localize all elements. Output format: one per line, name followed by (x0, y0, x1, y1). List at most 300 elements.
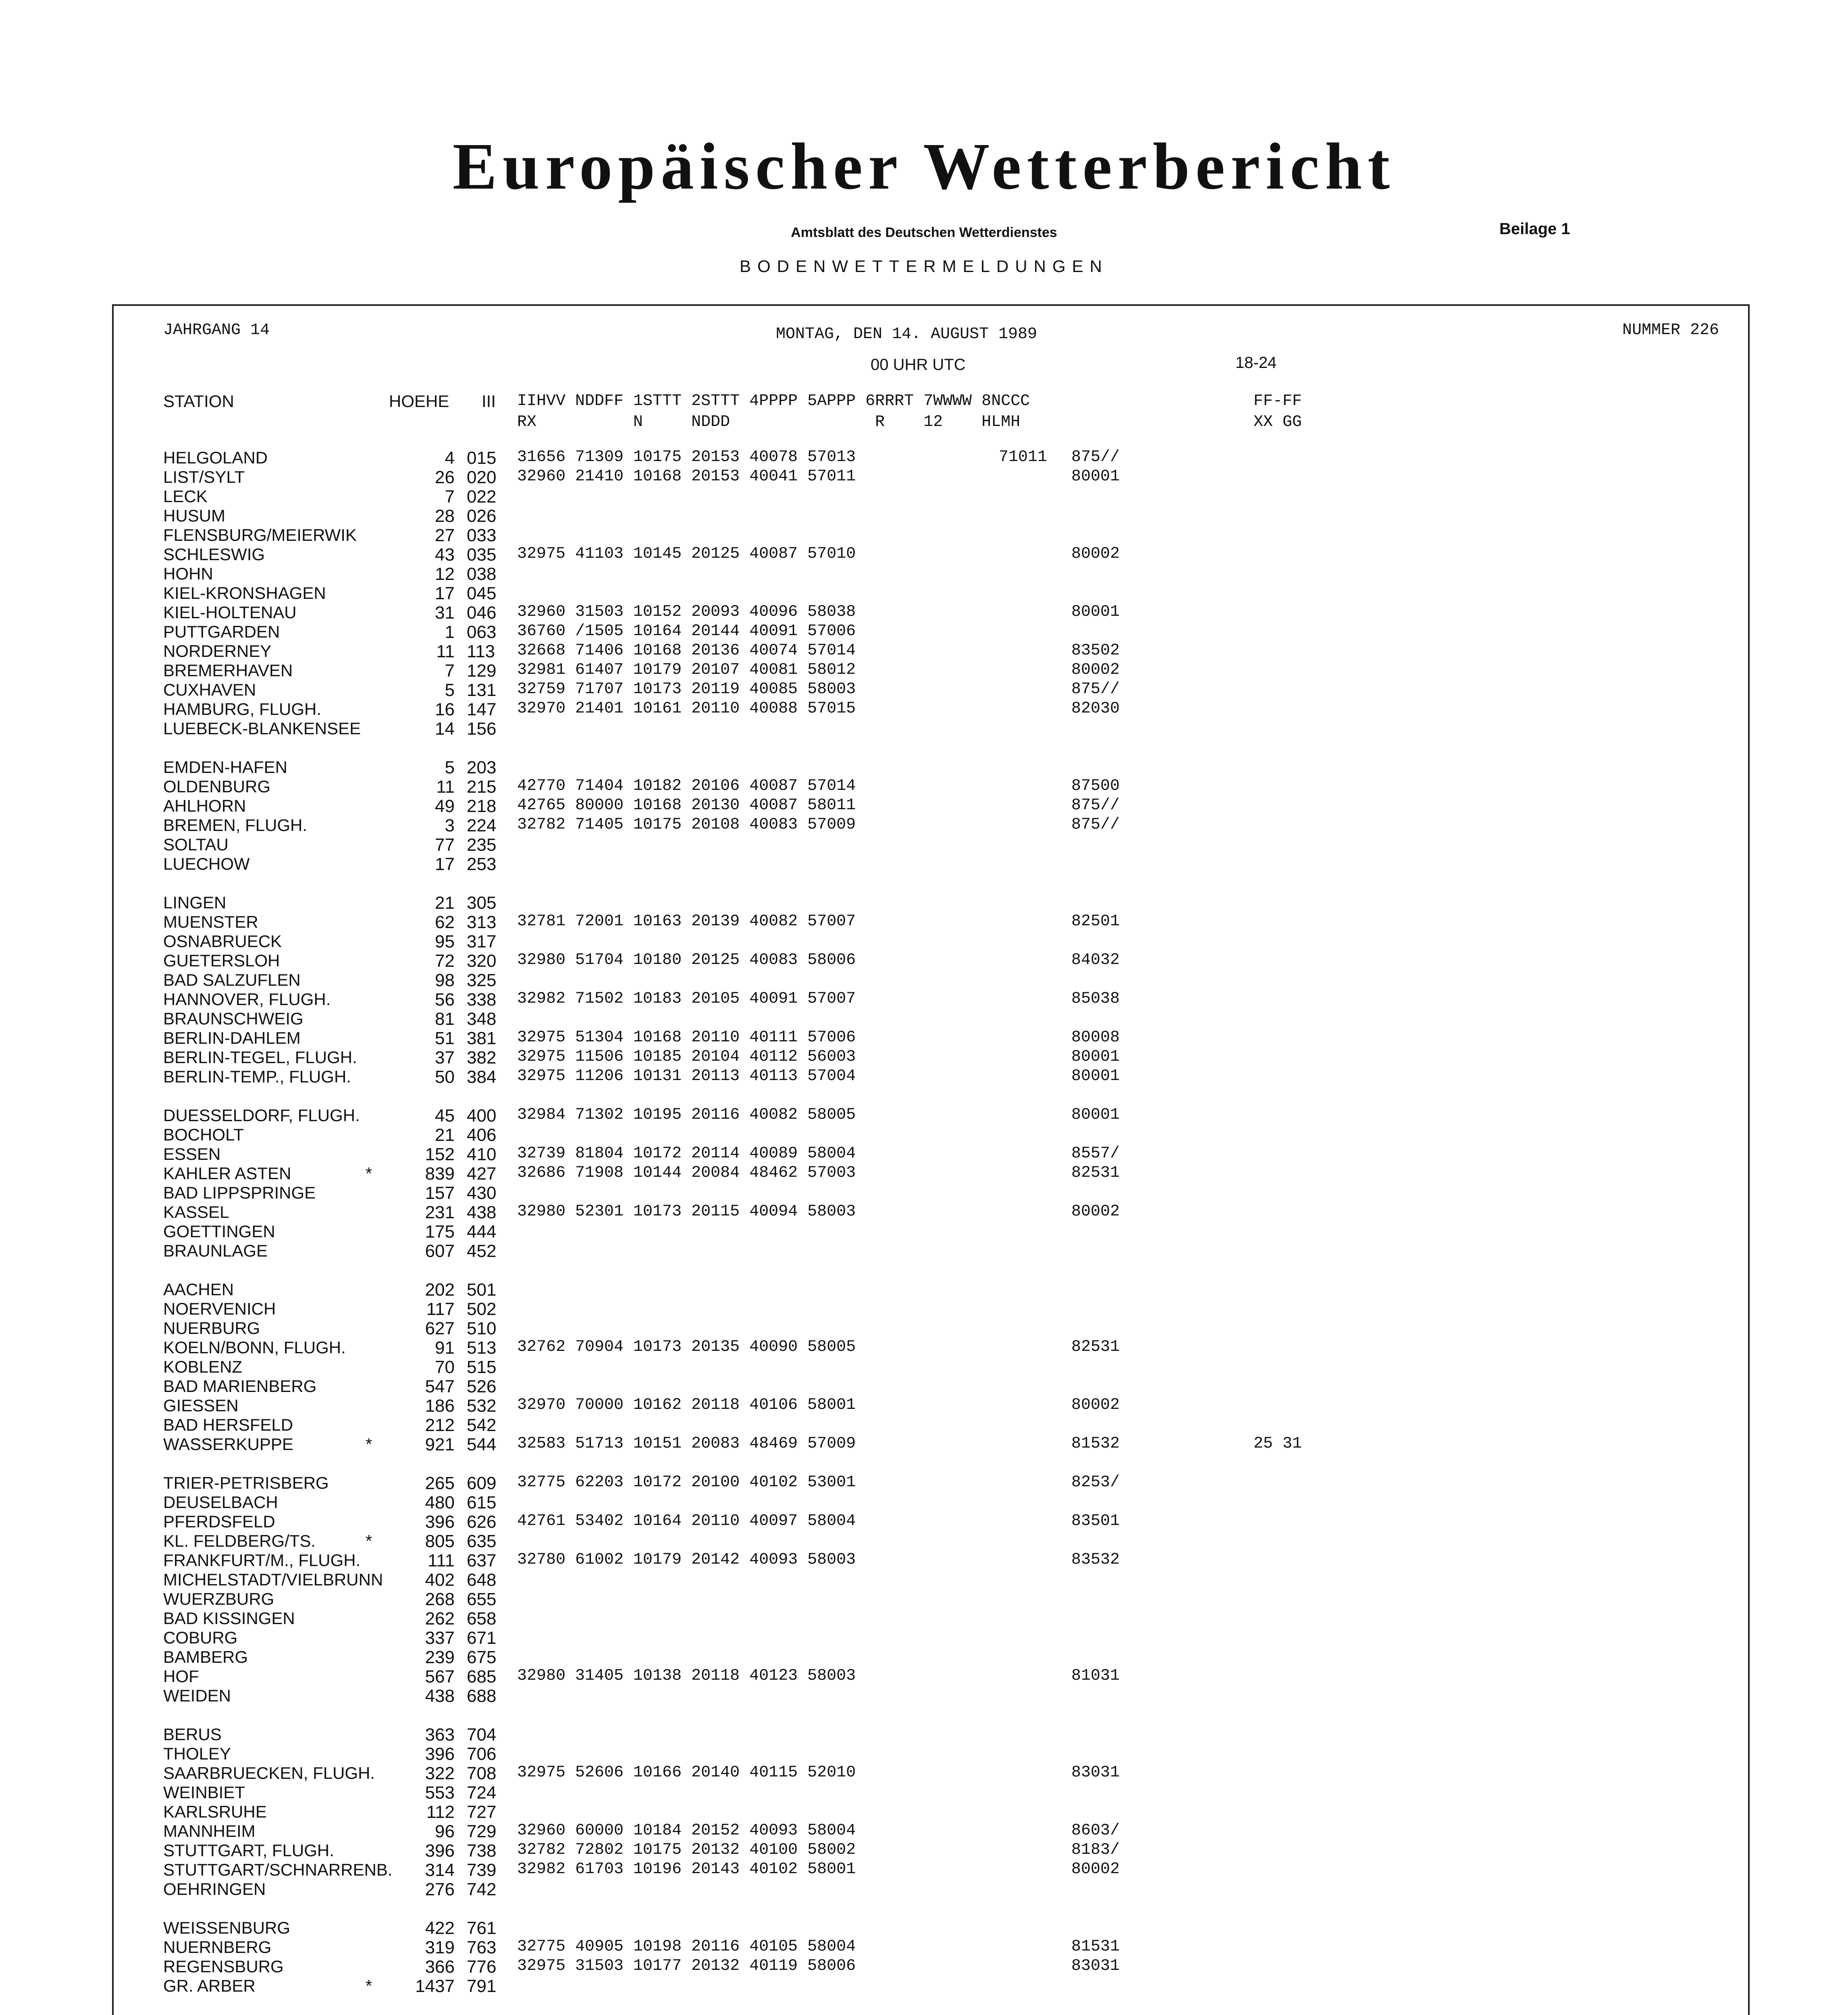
station-group8: 83532 (1071, 1551, 1120, 1569)
table-row (0, 680, 1848, 700)
station-group8: 82030 (1071, 700, 1120, 718)
station-hoehe: 322 (425, 1764, 455, 1783)
station-id: 022 (467, 487, 497, 507)
station-id: 729 (467, 1822, 497, 1841)
table-row (0, 970, 1848, 990)
station-name: BERUS (163, 1725, 222, 1744)
station-name: KIEL-HOLTENAU (163, 603, 297, 622)
station-name: NUERNBERG (163, 1938, 272, 1957)
station-hoehe: 56 (435, 990, 455, 1010)
station-hoehe: 17 (435, 854, 455, 874)
station-name: BAMBERG (163, 1647, 248, 1666)
station-id: 609 (467, 1473, 497, 1493)
station-name: FLENSBURG/MEIERWIK (163, 526, 357, 544)
table-row (0, 1203, 1848, 1222)
station-name: WASSERKUPPE (163, 1435, 293, 1454)
station-name: BOCHOLT (163, 1125, 244, 1144)
station-observation: 32970 21401 10161 20110 40088 57015 (517, 700, 856, 718)
station-name: HAMBURG, FLUGH. (163, 700, 322, 719)
station-hoehe: 21 (435, 893, 455, 913)
station-hoehe: 396 (425, 1512, 455, 1532)
station-observation: 36760 /1505 10164 20144 40091 57006 (517, 622, 856, 640)
station-observation: 32739 81804 10172 20114 40089 58004 (517, 1145, 856, 1163)
station-observation: 32980 52301 10173 20115 40094 58003 (517, 1203, 856, 1221)
bergstation-marker: * (365, 1976, 372, 1995)
station-hoehe: 17 (435, 584, 455, 603)
station-hoehe: 49 (435, 796, 455, 816)
table-row (0, 1667, 1848, 1686)
station-name: SAARBRUECKEN, FLUGH. (163, 1764, 375, 1782)
station-name: NORDERNEY (163, 642, 272, 661)
station-name: HELGOLAND (163, 448, 268, 467)
station-id: 382 (467, 1048, 497, 1068)
table-row (0, 835, 1848, 854)
station-group7: 71011 (999, 448, 1048, 466)
time-range: 18-24 (1235, 354, 1277, 372)
station-hoehe: 314 (425, 1860, 455, 1880)
station-id: 708 (467, 1764, 497, 1783)
station-hoehe: 7 (445, 487, 455, 507)
station-name: HUSUM (163, 506, 225, 525)
station-id: 215 (467, 777, 497, 797)
table-row (0, 1996, 1848, 2015)
station-name: GR. ARBER (163, 1976, 256, 1995)
station-id: 348 (467, 1009, 497, 1029)
station-hoehe: 202 (425, 1280, 455, 1300)
station-id: 761 (467, 1918, 497, 1938)
station-hoehe: 239 (425, 1647, 455, 1667)
station-table (0, 448, 1848, 2015)
station-id: 131 (467, 680, 497, 700)
station-name: BREMEN, FLUGH. (163, 816, 308, 835)
station-name: DUESSELDORF, FLUGH. (163, 1106, 360, 1125)
station-id: 438 (467, 1203, 497, 1222)
station-hoehe: 422 (425, 1918, 455, 1938)
station-hoehe: 11 (436, 777, 455, 797)
station-id: 671 (467, 1628, 497, 1648)
station-id: 776 (467, 1957, 497, 1977)
station-observation: 32975 11506 10185 20104 40112 56003 (517, 1048, 856, 1066)
station-name: STUTTGART/SCHNARRENB. (163, 1860, 393, 1879)
station-id: 015 (467, 448, 497, 468)
table-row (0, 1183, 1848, 1203)
station-id: 038 (467, 564, 497, 584)
station-observation: 32759 71707 10173 20119 40085 58003 (517, 680, 856, 698)
station-group8: 80001 (1071, 1067, 1120, 1085)
table-row (0, 1125, 1848, 1145)
station-group8: 83031 (1071, 1957, 1120, 1975)
station-name: CUXHAVEN (163, 680, 256, 699)
station-observation: 32975 11206 10131 20113 40113 57004 (517, 1067, 856, 1085)
station-observation: 32975 51304 10168 20110 40111 57006 (517, 1028, 856, 1047)
station-id: 325 (467, 970, 497, 990)
station-group8: 81531 (1071, 1938, 1120, 1956)
station-name: AHLHORN (163, 796, 246, 815)
station-observation: 32960 21410 10168 20153 40041 57011 (517, 467, 856, 486)
station-hoehe: 157 (425, 1183, 455, 1203)
station-name: WUERZBURG (163, 1589, 274, 1608)
station-id: 704 (467, 1725, 497, 1745)
table-row (0, 1086, 1848, 1125)
table-row (0, 1628, 1848, 1647)
station-observation: 32970 70000 10162 20118 40106 58001 (517, 1396, 856, 1414)
station-hoehe: 553 (425, 1783, 455, 1803)
station-name: OLDENBURG (163, 777, 271, 796)
table-row (0, 1396, 1848, 1415)
station-hoehe: 77 (435, 835, 455, 855)
station-id: 045 (467, 584, 497, 603)
station-observation: 32984 71302 10195 20116 40082 58005 (517, 1106, 856, 1124)
station-hoehe: 81 (435, 1009, 455, 1029)
section-title: BODENWETTERMELDUNGEN (739, 257, 1109, 276)
station-id: 791 (467, 1976, 497, 1996)
station-hoehe: 186 (425, 1396, 455, 1416)
table-row (0, 506, 1848, 526)
station-observation: 42761 53402 10164 20110 40097 58004 (517, 1512, 856, 1530)
station-hoehe: 5 (445, 758, 455, 777)
table-row (0, 1880, 1848, 1899)
station-name: LUEBECK-BLANKENSEE (163, 719, 361, 738)
table-row (0, 1686, 1848, 1705)
station-id: 320 (467, 951, 497, 971)
table-row (0, 1512, 1848, 1531)
bergstation-marker: * (365, 1435, 372, 1454)
station-id: 544 (467, 1435, 497, 1454)
station-hoehe: 70 (435, 1357, 455, 1377)
table-row (0, 1377, 1848, 1396)
table-row (0, 700, 1848, 719)
table-row (0, 738, 1848, 777)
station-group8: 82531 (1071, 1338, 1120, 1356)
station-id: 235 (467, 835, 497, 855)
station-name: HOHN (163, 564, 213, 583)
jahrgang-label: JAHRGANG 14 (163, 321, 270, 339)
station-id: 738 (467, 1841, 497, 1861)
station-id: 688 (467, 1686, 497, 1706)
table-row (0, 1435, 1848, 1454)
station-name: MANNHEIM (163, 1822, 256, 1841)
station-id: 035 (467, 545, 497, 565)
station-id: 502 (467, 1299, 497, 1319)
station-group8: 83031 (1071, 1764, 1120, 1782)
station-hoehe: 319 (425, 1938, 455, 1957)
table-row (0, 1145, 1848, 1164)
table-row (0, 1764, 1848, 1783)
station-observation: 32975 31503 10177 20132 40119 58006 (517, 1957, 856, 1975)
table-row (0, 1319, 1848, 1338)
column-header-hoehe: HOEHE (389, 392, 449, 411)
station-hoehe: 37 (435, 1048, 455, 1068)
station-group8: 82531 (1071, 1164, 1120, 1182)
table-row (0, 932, 1848, 951)
station-id: 406 (467, 1125, 497, 1145)
station-id: 384 (467, 1067, 497, 1087)
table-row (0, 1357, 1848, 1377)
table-row (0, 487, 1848, 506)
table-row (0, 1841, 1848, 1860)
table-row (0, 990, 1848, 1009)
station-group8: 87500 (1071, 777, 1120, 795)
station-name: LIST/SYLT (163, 467, 245, 486)
station-name: NUERBURG (163, 1319, 260, 1338)
station-name: STUTTGART, FLUGH. (163, 1841, 334, 1860)
station-id: 510 (467, 1319, 497, 1338)
station-observation: 32782 71405 10175 20108 40083 57009 (517, 816, 856, 834)
station-id: 026 (467, 506, 497, 526)
station-id: 156 (467, 719, 497, 739)
station-observation: 32775 62203 10172 20100 40102 53001 (517, 1473, 856, 1492)
station-group8: 80002 (1071, 1203, 1120, 1221)
table-row (0, 777, 1848, 796)
table-row (0, 1009, 1848, 1028)
station-observation: 32782 72802 10175 20132 40100 58002 (517, 1841, 856, 1859)
station-observation: 32982 61703 10196 20143 40102 58001 (517, 1860, 856, 1878)
station-name: KIEL-KRONSHAGEN (163, 584, 326, 602)
station-name: TRIER-PETRISBERG (163, 1473, 329, 1492)
station-group8: 85038 (1071, 990, 1120, 1008)
station-hoehe: 337 (425, 1628, 455, 1648)
station-hoehe: 268 (425, 1589, 455, 1609)
station-id: 444 (467, 1222, 497, 1242)
station-name: HOF (163, 1667, 199, 1686)
report-title: Europäischer Wetterbericht (452, 129, 1396, 203)
station-hoehe: 12 (435, 564, 455, 584)
station-hoehe: 547 (425, 1377, 455, 1396)
station-observation: 32975 52606 10166 20140 40115 52010 (517, 1764, 856, 1782)
station-id: 338 (467, 990, 497, 1010)
bergstation-marker: * (365, 1531, 372, 1550)
station-hoehe: 396 (425, 1744, 455, 1764)
station-id: 526 (467, 1377, 497, 1396)
station-id: 452 (467, 1241, 497, 1261)
station-id: 685 (467, 1667, 497, 1687)
station-id: 542 (467, 1415, 497, 1435)
station-hoehe: 231 (425, 1203, 455, 1222)
table-row (0, 1493, 1848, 1512)
station-hoehe: 212 (425, 1415, 455, 1435)
station-id: 675 (467, 1647, 497, 1667)
table-row (0, 1415, 1848, 1435)
station-id: 317 (467, 932, 497, 951)
station-id: 513 (467, 1338, 497, 1358)
station-hoehe: 607 (425, 1241, 455, 1261)
table-row (0, 1744, 1848, 1764)
station-name: NOERVENICH (163, 1299, 276, 1318)
table-row (0, 1067, 1848, 1086)
station-id: 253 (467, 854, 497, 874)
station-name: BERLIN-TEGEL, FLUGH. (163, 1048, 357, 1067)
table-row (0, 796, 1848, 816)
station-group8: 84032 (1071, 951, 1120, 969)
station-id: 763 (467, 1938, 497, 1957)
station-group8: 83501 (1071, 1512, 1120, 1530)
station-group8: 8183/ (1071, 1841, 1120, 1859)
station-name: BAD SALZUFLEN (163, 970, 301, 989)
station-observation: 32981 61407 10179 20107 40081 58012 (517, 661, 856, 679)
station-hoehe: 175 (425, 1222, 455, 1242)
station-observation: 32960 31503 10152 20093 40096 58038 (517, 603, 856, 621)
station-name: KOBLENZ (163, 1357, 243, 1376)
station-hoehe: 396 (425, 1841, 455, 1861)
station-hoehe: 31 (435, 603, 455, 623)
table-row (0, 603, 1848, 622)
station-hoehe: 921 (425, 1435, 455, 1454)
table-row (0, 1454, 1848, 1493)
table-row (0, 1531, 1848, 1551)
station-hoehe: 117 (426, 1299, 455, 1319)
station-hoehe: 265 (425, 1473, 455, 1493)
station-group8: 8557/ (1071, 1145, 1120, 1163)
table-row (0, 1570, 1848, 1589)
station-name: SCHLESWIG (163, 545, 265, 564)
station-name: LUECHOW (163, 854, 250, 873)
station-group8: 80002 (1071, 1396, 1120, 1414)
station-hoehe: 111 (428, 1551, 455, 1570)
station-hoehe: 262 (425, 1609, 455, 1629)
station-group8: 875// (1071, 796, 1120, 814)
station-group8: 8253/ (1071, 1473, 1120, 1492)
station-hoehe: 11 (436, 642, 455, 661)
station-name: KL. FELDBERG/TS. (163, 1531, 316, 1550)
station-id: 635 (467, 1531, 497, 1551)
station-name: BAD KISSINGEN (163, 1609, 295, 1628)
station-observation: 32583 51713 10151 20083 48469 57009 (517, 1435, 856, 1453)
station-hoehe: 45 (435, 1106, 455, 1126)
station-hoehe: 363 (425, 1725, 455, 1745)
station-id: 742 (467, 1880, 497, 1899)
station-name: REGENSBURG (163, 1957, 284, 1976)
station-id: 637 (467, 1551, 497, 1570)
station-group8: 80001 (1071, 467, 1120, 486)
station-id: 532 (467, 1396, 497, 1416)
station-hoehe: 43 (435, 545, 455, 565)
station-hoehe: 26 (435, 467, 455, 487)
report-subtitle: Amtsblatt des Deutschen Wetterdienstes (791, 225, 1057, 240)
station-group8: 83502 (1071, 642, 1120, 660)
table-row (0, 951, 1848, 970)
station-id: 020 (467, 467, 497, 487)
station-id: 033 (467, 526, 497, 545)
station-id: 706 (467, 1744, 497, 1764)
table-row (0, 1299, 1848, 1319)
station-hoehe: 152 (425, 1145, 455, 1164)
table-row (0, 642, 1848, 661)
station-hoehe: 7 (445, 661, 455, 681)
station-id: 147 (467, 700, 497, 719)
station-name: WEIDEN (163, 1686, 231, 1705)
station-name: BERLIN-DAHLEM (163, 1028, 301, 1047)
table-row (0, 467, 1848, 487)
table-row (0, 1957, 1848, 1976)
table-row (0, 912, 1848, 932)
station-observation: 32686 71908 10144 20084 48462 57003 (517, 1164, 856, 1182)
beilage-label: Beilage 1 (1499, 220, 1570, 238)
station-group8: 81532 (1071, 1435, 1120, 1453)
table-row (0, 661, 1848, 680)
station-id: 046 (467, 603, 497, 623)
station-observation: 31656 71309 10175 20153 40078 57013 (517, 448, 856, 466)
station-id: 381 (467, 1028, 497, 1048)
station-observation: 32982 71502 10183 20105 40091 57007 (517, 990, 856, 1008)
station-group8: 82501 (1071, 912, 1120, 931)
table-row (0, 448, 1848, 467)
station-observation: 32980 51704 10180 20125 40083 58006 (517, 951, 856, 969)
station-name: ESSEN (163, 1145, 221, 1163)
table-row (0, 1899, 1848, 1938)
station-group8: 80002 (1071, 661, 1120, 679)
station-name: WEINBIET (163, 1783, 245, 1802)
station-group8: 80008 (1071, 1028, 1120, 1047)
report-date: MONTAG, DEN 14. AUGUST 1989 (776, 325, 1037, 343)
station-hoehe: 627 (425, 1319, 455, 1338)
station-name: HANNOVER, FLUGH. (163, 990, 331, 1009)
station-hoehe: 3 (445, 816, 455, 835)
table-row (0, 1609, 1848, 1628)
station-observation: 32762 70904 10173 20135 40090 58005 (517, 1338, 856, 1356)
bergstation-marker: * (365, 1164, 372, 1183)
table-row (0, 816, 1848, 835)
station-id: 427 (467, 1164, 497, 1184)
station-observation: 32960 60000 10184 20152 40093 58004 (517, 1822, 856, 1840)
station-observation: 32980 31405 10138 20118 40123 58003 (517, 1667, 856, 1685)
table-row (0, 584, 1848, 603)
column-header-iii: III (482, 392, 496, 411)
station-hoehe: 96 (435, 1822, 455, 1841)
table-row (0, 1860, 1848, 1880)
station-hoehe: 21 (435, 1125, 455, 1145)
station-name: BRAUNSCHWEIG (163, 1009, 303, 1028)
table-row (0, 1338, 1848, 1357)
station-hoehe: 805 (425, 1531, 455, 1551)
station-name: FRANKFURT/M., FLUGH. (163, 1551, 361, 1570)
station-group8: 875// (1071, 816, 1120, 834)
table-row (0, 1976, 1848, 1996)
station-observation: 32780 61002 10179 20142 40093 58003 (517, 1551, 856, 1569)
station-observation: 32975 41103 10145 20125 40087 57010 (517, 545, 856, 563)
station-observation: 42770 71404 10182 20106 40087 57014 (517, 777, 856, 795)
station-id: 218 (467, 796, 497, 816)
station-name: KARLSRUHE (163, 1802, 267, 1821)
station-group8: 80002 (1071, 545, 1120, 563)
station-name: OSNABRUECK (163, 932, 282, 951)
station-hoehe: 276 (425, 1880, 455, 1899)
station-id: 739 (467, 1860, 497, 1880)
report-time: 00 UHR UTC (871, 356, 966, 374)
station-name: OEHRINGEN (163, 1880, 266, 1899)
station-name: MUENSTER (163, 912, 258, 931)
station-name: BRAUNLAGE (163, 1241, 268, 1260)
station-id: 501 (467, 1280, 497, 1300)
station-name: GOETTINGEN (163, 1222, 275, 1241)
table-row (0, 874, 1848, 912)
station-hoehe: 839 (425, 1164, 455, 1184)
station-hoehe: 1437 (415, 1976, 455, 1996)
station-hoehe: 16 (435, 700, 455, 719)
table-row (0, 1164, 1848, 1183)
station-id: 305 (467, 893, 497, 913)
station-id: 430 (467, 1183, 497, 1203)
station-hoehe: 51 (435, 1028, 455, 1048)
station-name: PUTTGARDEN (163, 622, 280, 641)
station-hoehe: 27 (435, 526, 455, 545)
table-row (0, 1589, 1848, 1609)
station-name: AACHEN (163, 1280, 234, 1299)
station-hoehe: 50 (435, 1067, 455, 1087)
station-group8: 80002 (1071, 1860, 1120, 1878)
station-hoehe: 14 (435, 719, 455, 739)
station-id: 724 (467, 1783, 497, 1803)
table-row (0, 1783, 1848, 1802)
